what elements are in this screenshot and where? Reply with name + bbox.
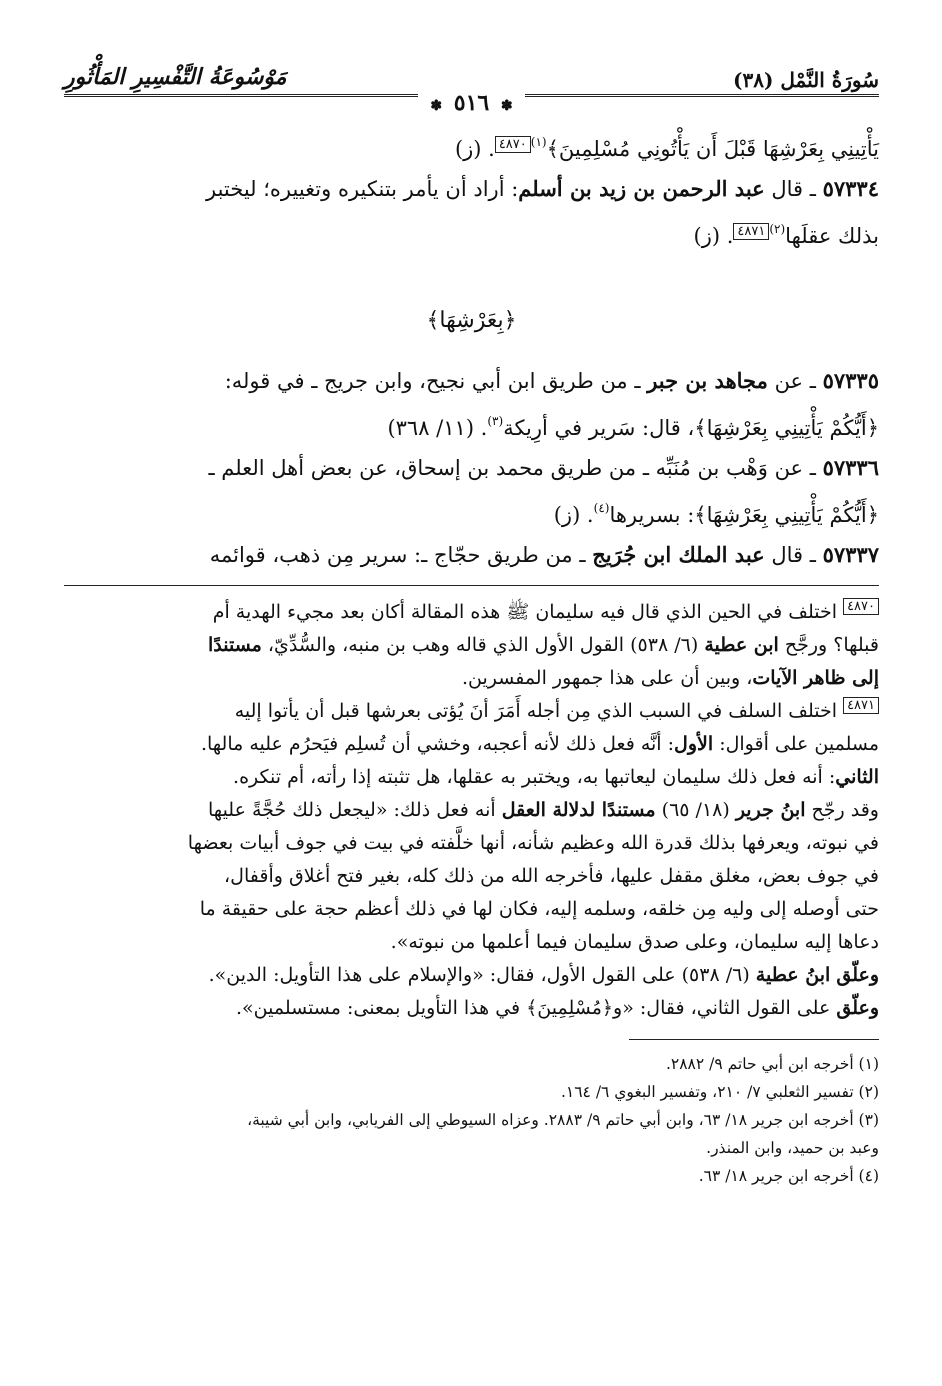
notes-separator bbox=[64, 585, 879, 586]
cross-reference: ٤٨٧٠ bbox=[495, 136, 531, 153]
narrator-name: عبد الملك ابن جُرَيج bbox=[592, 542, 765, 567]
narration-57336-cont: ﴿أَيُّكُمْ يَأْتِينِي بِعَرْشِهَا﴾: بسريرها$^{(٤)}$. (ز) bbox=[553, 501, 879, 527]
note-number: ٤٨٧١ bbox=[843, 697, 879, 714]
cross-reference: ٤٨٧١ bbox=[733, 223, 769, 240]
narrations-top bbox=[64, 122, 879, 256]
narration-57334: ٥٧٣٣٤ ـ قال عبد الرحمن بن زيد بن أسلم: أراد أن يأمر بتنكيره وتغييره؛ ليختبر bbox=[206, 176, 879, 201]
footnote: (١) أخرجه ابن أبي حاتم ٩/ ٢٨٨٢. bbox=[665, 1055, 879, 1073]
narration-57336: ٥٧٣٣٦ ـ عن وَهْب بن مُنَبِّه ـ من طريق محمد بن إسحاق، عن بعض أهل العلم ـ bbox=[208, 455, 879, 480]
ornament-icon: ✽ bbox=[500, 98, 513, 114]
note-4871: ٤٨٧١ اختلف السلف في السبب الذي مِن أجله أَمَرَ أنَ يُؤتى بعرشها قبل أن يأتوا إليه bbox=[64, 695, 879, 728]
surah-title: سُورَةُ النَّمْل (٣٨) bbox=[733, 68, 879, 92]
page-number: ٥١٦ bbox=[453, 90, 490, 116]
narration-57335-cont: ﴿أَيُّكُمْ يَأْتِينِي بِعَرْشِهَا﴾، قال: سَرير في أرِيكة$^{(٣)}$. (١١/ ٣٦٨) bbox=[387, 414, 879, 440]
page-number-block bbox=[418, 90, 524, 116]
running-header bbox=[64, 50, 879, 116]
footnote: وعبد بن حميد، وابن المنذر. bbox=[706, 1139, 879, 1157]
verse-line: يَأْتِينِي بِعَرْشِهَا قَبْلَ أَن يَأْتُونِي مُسْلِمِينَ﴾$^{(١)}$٤٨٧٠. (ز) bbox=[454, 135, 879, 161]
page bbox=[64, 50, 879, 1190]
footnote: (٤) أخرجه ابن جرير ١٨/ ٦٣. bbox=[698, 1167, 879, 1185]
note-4870: ٤٨٧٠ اختلف في الحين الذي قال فيه سليمان ﷺ هذه المقالة أكان بعد مجيء الهدية أم bbox=[64, 596, 879, 629]
section-heading: ﴿بِعَرْشِهَا﴾ bbox=[426, 308, 517, 333]
ornament-icon: ✽ bbox=[430, 98, 443, 114]
book-title: مَوْسُوعَةُ التَّفْسِيرِ المَأْثُورِ bbox=[64, 64, 287, 90]
narrator-name: وَهْب بن مُنَبِّه bbox=[655, 456, 768, 480]
narration-57334-cont: بذلك عقلَها$^{(٢)}$٤٨٧١. (ز) bbox=[693, 222, 879, 248]
narration-57337: ٥٧٣٣٧ ـ قال عبد الملك ابن جُرَيج ـ من طريق حجّاج ـ: سرير مِن ذهب، قوائمه bbox=[209, 542, 879, 567]
note-number: ٤٨٧٠ bbox=[843, 598, 879, 615]
narration-57335: ٥٧٣٣٥ ـ عن مجاهد بن جبر ـ من طريق ابن أبي نجيح، وابن جريج ـ في قوله: bbox=[224, 368, 879, 393]
footnote-separator bbox=[629, 1039, 879, 1040]
narrations-mid bbox=[64, 361, 879, 575]
footnotes bbox=[64, 1050, 879, 1190]
footnote: (٢) تفسير الثعلبي ٧/ ٢١٠، وتفسير البغوي ٦/ ١٦٤. bbox=[560, 1083, 879, 1101]
narrator-name: مجاهد بن جبر bbox=[647, 368, 768, 393]
narrator-name: عبد الرحمن بن زيد بن أسلم bbox=[518, 176, 765, 201]
commentary-notes: ٤٨٧٠ اختلف في الحين الذي قال فيه سليمان ﷺ هذه المقالة أكان بعد مجيء الهدية أم قبلها؟ ورجَّح ابن عطية (٦/ ٥٣٨) القول الأول الذي قاله وهب بن منبه، والسُّدِّيّ، مستندًا إلى ظاهر الآيات، وبين أن على هذا جمهور المفسرين. ٤٨٧١ اختلف السلف في السبب الذي مِن أجله أَمَرَ أنَ يُؤتى بعرشها قبل أن يأتوا إليه مسلمين على أقوال: الأول: أنَّه فعل ذلك لأنه أعجبه، وخشي أن تُسلِم فيَحرُم عليه مالها. الثاني: أنه فعل ذلك سليمان ليعاتبها به، ويختبر به عقلها، هل تثبته إذا رأته، أم تنكره. وقد رجّح ابنُ جرير (١٨/ ٦٥) مستندًا لدلالة العقل أنه فعل ذلك: «ليجعل ذلك حُجَّةً عليها في نبوته، ويعرفها بذلك قدرة الله وعظيم شأنه، أنها خلَّفته في بيت في جوف أبيات بعضها في جوف بعض، مغلق مقفل عليها، فأخرجه الله من ذلك كله، بغير فتح أغلاق وأقفال، حتى أوصله إلى وليه مِن خلقه، وسلمه إليه، فكان لها في ذلك أعظم حجة على حقيقة ما دعاها إليه سليمان، وعلى صدق سليمان فيما أعلمها من نبوته». وعلّق ابنُ عطية (٦/ ٥٣٨) على القول الأول، فقال: «والإسلام على هذا التأويل: الدين». وعلّق على القول الثاني، فقال: «و﴿مُسْلِمِينَ﴾ في هذا التأويل بمعنى: مستسلمين». bbox=[64, 596, 879, 1025]
footnote: (٣) أخرجه ابن جرير ١٨/ ٦٣، وابن أبي حاتم ٩/ ٢٨٨٣. وعزاه السيوطي إلى الفريابي، وابن أبي شيبة، bbox=[247, 1111, 879, 1129]
